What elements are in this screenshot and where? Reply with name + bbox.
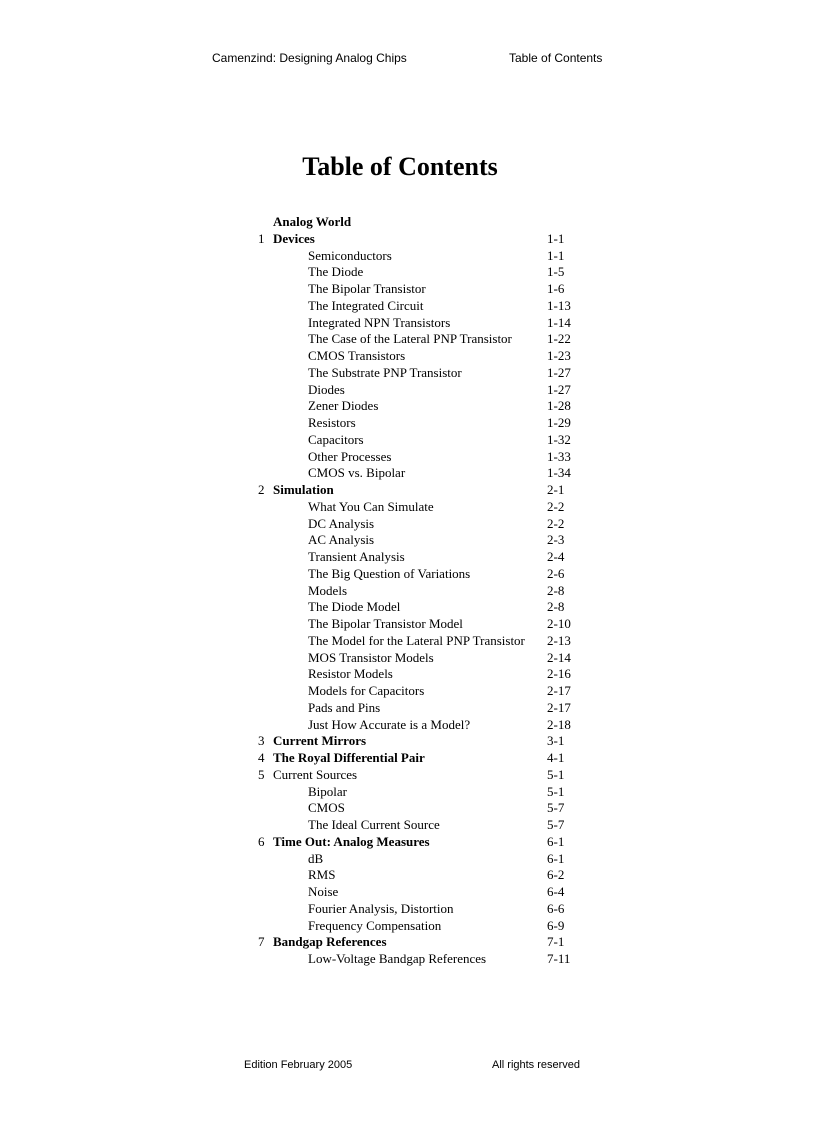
toc-entry-page: 2-3 [547, 532, 565, 548]
toc-entry-title: AC Analysis [308, 532, 375, 548]
toc-entry [0, 432, 816, 449]
toc-entry [0, 549, 816, 566]
toc-entry-page: 1-34 [547, 465, 571, 481]
toc-entry [0, 951, 816, 968]
toc-entry [0, 901, 816, 918]
toc-entry [0, 633, 816, 650]
toc-entry-title: RMS [308, 867, 336, 883]
table-of-contents [0, 214, 816, 968]
toc-entry [0, 733, 816, 750]
toc-entry-page: 2-18 [547, 716, 571, 732]
toc-entry-page: 2-17 [547, 683, 571, 698]
toc-entry-title: The Diode Model [308, 599, 401, 615]
toc-entry-page: 1-1 [547, 230, 565, 246]
toc-entry [0, 532, 816, 549]
toc-entry-title: Zener Diodes [308, 398, 379, 414]
toc-entry [0, 918, 816, 935]
header-left: Camenzind: Designing Analog Chips [212, 51, 407, 65]
toc-entry-page: 5-1 [547, 783, 565, 799]
toc-entry-title: Just How Accurate is a Model? [308, 716, 471, 732]
toc-entry-title: Fourier Analysis, Distortion [308, 900, 454, 916]
toc-entry [0, 800, 816, 817]
toc-entry [0, 784, 816, 801]
toc-entry [0, 566, 816, 583]
toc-entry-title: The Integrated Circuit [308, 297, 424, 313]
toc-entry [0, 315, 816, 332]
toc-entry-title: The Royal Differential Pair [273, 750, 425, 765]
toc-entry-page: 2-17 [547, 699, 571, 715]
toc-entry-page: 1-6 [547, 281, 565, 296]
header-right: Table of Contents [509, 51, 603, 65]
toc-entry [0, 331, 816, 348]
toc-entry-page: 2-6 [547, 565, 565, 581]
page-title: Table of Contents [302, 152, 498, 181]
toc-entry [0, 750, 816, 767]
toc-entry [0, 934, 816, 951]
toc-entry-number: 1 [258, 230, 265, 246]
toc-entry-page: 1-1 [547, 247, 565, 263]
toc-entry [0, 884, 816, 901]
toc-entry-title: Current Mirrors [273, 733, 367, 749]
toc-entry [0, 214, 816, 231]
toc-entry [0, 817, 816, 834]
toc-entry [0, 516, 816, 533]
toc-entry [0, 583, 816, 600]
toc-entry-page: 2-1 [547, 482, 565, 497]
toc-entry-page: 5-7 [547, 800, 565, 816]
toc-entry-title: Devices [273, 230, 315, 246]
toc-entry [0, 281, 816, 298]
toc-entry [0, 717, 816, 734]
toc-entry-page: 2-13 [547, 632, 571, 648]
toc-entry-title: The Ideal Current Source [308, 817, 440, 832]
toc-entry-title: Capacitors [308, 431, 364, 447]
toc-entry-page: 3-1 [547, 733, 565, 749]
toc-entry-page: 1-29 [547, 415, 571, 430]
toc-entry-page: 7-1 [547, 934, 565, 950]
toc-entry-page: 1-14 [547, 314, 571, 330]
toc-entry-number: 7 [258, 934, 265, 950]
toc-entry-page: 6-1 [547, 850, 565, 866]
toc-entry-title: MOS Transistor Models [308, 649, 434, 665]
toc-entry [0, 599, 816, 616]
toc-entry [0, 767, 816, 784]
toc-entry [0, 248, 816, 265]
toc-entry [0, 449, 816, 466]
toc-entry-title: Resistors [308, 415, 356, 430]
footer-right: All rights reserved [492, 1059, 581, 1071]
toc-entry-title: Analog World [273, 214, 352, 229]
toc-entry-page: 7-11 [547, 951, 571, 966]
toc-entry [0, 382, 816, 399]
toc-entry-title: The Diode [308, 264, 364, 280]
toc-entry-title: Models [308, 582, 347, 598]
toc-entry-number: 2 [258, 482, 265, 497]
toc-entry-page: 1-33 [547, 448, 571, 464]
toc-entry-title: The Model for the Lateral PNP Transistor [308, 632, 525, 648]
toc-entry-page: 1-32 [547, 431, 571, 447]
footer-left: Edition February 2005 [244, 1059, 353, 1071]
toc-entry-page: 1-28 [547, 398, 571, 414]
toc-entry [0, 700, 816, 717]
toc-entry-title: The Bipolar Transistor Model [308, 616, 463, 631]
toc-entry-page: 1-22 [547, 331, 571, 347]
toc-entry-title: Resistor Models [308, 666, 393, 682]
toc-entry [0, 365, 816, 382]
toc-entry-page: 2-14 [547, 649, 571, 665]
toc-entry [0, 650, 816, 667]
toc-entry-title: Noise [308, 884, 339, 899]
toc-entry-page: 6-2 [547, 867, 565, 883]
toc-entry-page: 1-5 [547, 264, 565, 280]
toc-entry [0, 867, 816, 884]
toc-entry-page: 2-8 [547, 599, 565, 615]
toc-entry [0, 683, 816, 700]
toc-entry-page: 1-27 [547, 381, 571, 397]
toc-entry-title: Semiconductors [308, 247, 392, 263]
toc-entry-number: 5 [258, 766, 265, 782]
toc-entry-page: 2-4 [547, 549, 565, 564]
toc-entry-title: Integrated NPN Transistors [308, 314, 451, 330]
toc-entry-page: 5-1 [547, 766, 565, 782]
toc-entry [0, 231, 816, 248]
toc-entry [0, 482, 816, 499]
toc-entry-title: Bipolar [308, 783, 347, 799]
toc-entry-title: Low-Voltage Bandgap References [308, 951, 487, 966]
toc-entry-number: 4 [258, 750, 265, 765]
toc-entry-title: The Case of the Lateral PNP Transistor [308, 331, 512, 347]
toc-entry [0, 666, 816, 683]
toc-entry-title: What You Can Simulate [308, 498, 434, 514]
toc-entry [0, 348, 816, 365]
toc-entry-page: 2-2 [547, 498, 565, 514]
toc-entry-page: 6-4 [547, 884, 565, 899]
toc-entry-title: The Substrate PNP Transistor [308, 364, 462, 380]
toc-entry-page: 6-9 [547, 917, 565, 933]
toc-entry-title: CMOS Transistors [308, 348, 406, 363]
toc-entry-page: 2-8 [547, 582, 565, 598]
toc-entry-title: DC Analysis [308, 515, 375, 531]
toc-entry-page: 2-2 [547, 515, 565, 531]
toc-entry-title: Models for Capacitors [308, 683, 425, 698]
toc-entry-title: Transient Analysis [308, 549, 405, 564]
toc-entry [0, 851, 816, 868]
toc-entry-title: Other Processes [308, 448, 392, 464]
toc-entry-number: 6 [258, 833, 265, 849]
toc-entry-number: 3 [258, 733, 265, 749]
toc-entry-page: 1-23 [547, 348, 571, 363]
toc-entry-page: 6-1 [547, 833, 565, 849]
toc-entry-page: 6-6 [547, 900, 565, 916]
toc-entry-page: 2-10 [547, 616, 571, 631]
toc-entry-title: dB [308, 850, 324, 866]
toc-entry [0, 616, 816, 633]
toc-entry [0, 398, 816, 415]
toc-entry [0, 465, 816, 482]
toc-entry [0, 415, 816, 432]
toc-entry-title: Frequency Compensation [308, 917, 442, 933]
toc-entry [0, 499, 816, 516]
toc-entry [0, 264, 816, 281]
toc-entry-page: 1-13 [547, 297, 571, 313]
toc-entry-title: Current Sources [273, 766, 358, 782]
toc-entry-title: Time Out: Analog Measures [273, 833, 430, 849]
toc-entry-title: The Bipolar Transistor [308, 281, 426, 296]
toc-entry-title: Diodes [308, 381, 345, 397]
toc-entry-title: The Big Question of Variations [308, 565, 471, 581]
toc-entry-page: 2-16 [547, 666, 571, 682]
toc-entry [0, 834, 816, 851]
toc-entry-title: Pads and Pins [308, 699, 381, 715]
toc-entry-title: CMOS vs. Bipolar [308, 465, 406, 481]
toc-entry-title: Bandgap References [273, 934, 387, 950]
toc-entry-page: 5-7 [547, 817, 565, 832]
toc-entry-title: Simulation [273, 482, 334, 497]
toc-entry-page: 1-27 [547, 364, 571, 380]
toc-entry-title: CMOS [308, 800, 345, 816]
toc-entry [0, 298, 816, 315]
toc-entry-page: 4-1 [547, 750, 565, 765]
